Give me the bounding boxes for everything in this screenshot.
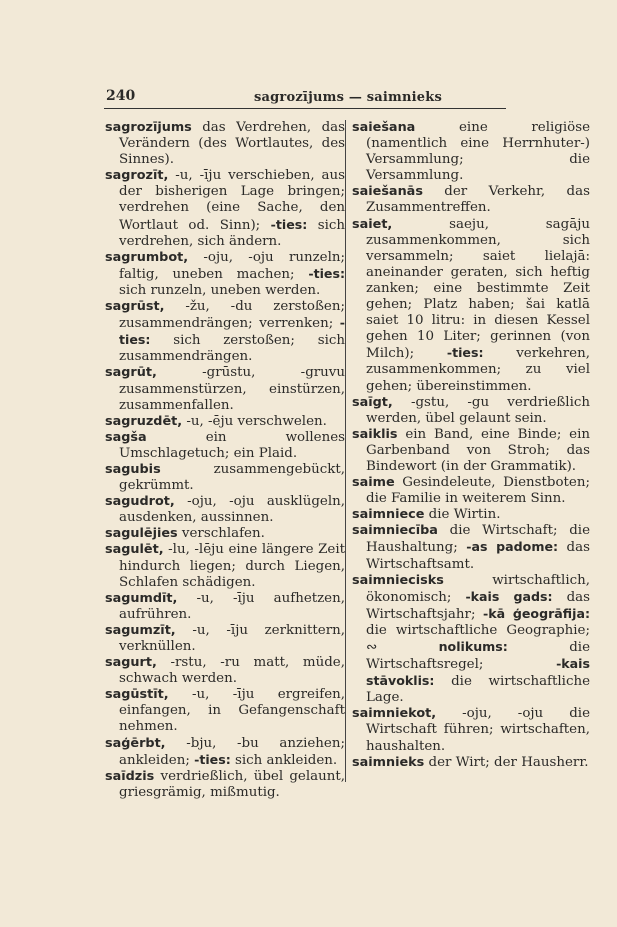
sub-headword: -ties: bbox=[194, 751, 231, 767]
dictionary-entry bbox=[105, 462, 345, 494]
dictionary-entry bbox=[352, 120, 590, 184]
definition-text: die wirtschaftliche Lage. bbox=[366, 674, 590, 706]
definition-text: -lu, -lēju eine längere Zeit hindurch liegen; durch Liegen, Schlafen schädigen. bbox=[119, 542, 345, 590]
headword: sagruzdēt, bbox=[105, 413, 183, 429]
sub-headword: nolikums: bbox=[438, 639, 508, 654]
dictionary-entry bbox=[105, 120, 345, 168]
headword: saimniecība bbox=[352, 523, 438, 539]
headword: sagūstīt, bbox=[105, 687, 169, 703]
definition-text: verdrießlich, übel gelaunt, griesgrämig, mißmutig. bbox=[119, 768, 345, 800]
dictionary-entry bbox=[352, 184, 590, 216]
definition-text: -žu, -du zerstoßen; zusammendrängen; verrenken; bbox=[119, 299, 345, 332]
sub-headword: -kā ģeogrāfija: bbox=[483, 605, 590, 621]
dictionary-entry bbox=[105, 687, 345, 735]
definition-text: wirtschaftlich, ökonomisch; bbox=[366, 572, 590, 605]
definition-text: der Wirt; der Hausherr. bbox=[424, 754, 589, 770]
sub-headword: -ties: bbox=[308, 265, 345, 281]
headword: saīgt, bbox=[352, 394, 393, 410]
sub-headword: -ties: bbox=[119, 315, 345, 348]
dictionary-entry bbox=[352, 573, 590, 707]
definition-text: die wirtschaftliche Geographie; ∾ bbox=[366, 622, 590, 655]
definition-text: eine religiöse (namentlich eine Herrnhuter-) Versammlung; die Versammlung. bbox=[366, 120, 590, 184]
dictionary-entry bbox=[105, 494, 345, 526]
dictionary-entry bbox=[352, 427, 590, 475]
headword: saimniekot, bbox=[352, 706, 437, 722]
definition-text: -oju, -oju runzeln; faltig, uneben machen; bbox=[119, 249, 345, 282]
dictionary-entry bbox=[352, 475, 590, 507]
definition-text: -u, -ēju verschwelen. bbox=[182, 413, 327, 429]
left-column bbox=[105, 120, 345, 801]
definition-text: saeju, sagāju zusammenkommen, sich versammeln; saiet lielajā: aneinander geraten, sich heftig zanken; eine bestimmte Zeit gehen; Platz haben; šai katlā saiet 10 litru: in diesen Kessel gehen 10 Liter; gerinnen (von Milch); bbox=[366, 216, 590, 362]
dictionary-entry bbox=[105, 430, 345, 462]
definition-text: sich runzeln, uneben werden. bbox=[119, 282, 321, 298]
definition-text: -u, -īju aufhetzen, aufrühren. bbox=[119, 590, 345, 622]
definition-text: -oju, -oju ausklügeln, ausdenken, aussinnen. bbox=[119, 494, 345, 526]
definition-text: verschlafen. bbox=[177, 526, 265, 542]
definition-text: -bju, -bu anziehen; ankleiden; bbox=[119, 735, 345, 768]
headword: sagrumbot, bbox=[105, 249, 189, 265]
definition-text: -gstu, -gu verdrießlich werden, übel gelaunt sein. bbox=[366, 394, 590, 426]
dictionary-entry bbox=[105, 655, 345, 687]
headword: sagulējies bbox=[105, 526, 178, 542]
headword: sagumdīt, bbox=[105, 590, 178, 606]
headword: sagša bbox=[105, 429, 147, 445]
dictionary-entry bbox=[352, 523, 590, 572]
headword: sagubis bbox=[105, 461, 161, 477]
dictionary-entry bbox=[352, 706, 590, 754]
definition-text: -rstu, -ru matt, müde, schwach werden. bbox=[119, 655, 345, 687]
definition-text: zusammengebückt, gekrümmt. bbox=[119, 461, 345, 494]
headword: saimniece bbox=[352, 507, 425, 523]
definition-text: -oju, -oju die Wirtschaft führen; wirtschaften, haushalten. bbox=[366, 706, 590, 754]
definition-text: ein wollenes Umschlagetuch; ein Plaid. bbox=[119, 429, 345, 461]
headword: saīdzis bbox=[105, 768, 155, 784]
dictionary-entry bbox=[352, 217, 590, 395]
headword: saiešanās bbox=[352, 184, 423, 200]
dictionary-entry bbox=[105, 299, 345, 365]
definition-text: die Wirtschaftsregel; bbox=[366, 640, 590, 673]
definition-text: die Wirtin. bbox=[424, 507, 501, 523]
sub-headword: -ties: bbox=[446, 345, 484, 361]
headword: sagrūst, bbox=[105, 299, 165, 315]
headword: sagudrot, bbox=[105, 494, 175, 510]
headword: sagrūt, bbox=[105, 365, 157, 381]
headword: saimnieks bbox=[352, 754, 425, 770]
dictionary-entry bbox=[105, 250, 345, 299]
headword: saime bbox=[352, 475, 395, 491]
headword: sagrozījums bbox=[105, 120, 192, 135]
dictionary-entry bbox=[352, 507, 590, 523]
sub-headword: -kais gads: bbox=[465, 588, 553, 604]
definition-text: verkehren, zusammenkommen; zu viel gehen; übereinstimmen. bbox=[366, 346, 590, 394]
dictionary-entry bbox=[105, 591, 345, 623]
dictionary-entry bbox=[105, 769, 345, 801]
running-head: sagrozījums — saimnieks bbox=[254, 90, 442, 105]
dictionary-entry bbox=[105, 168, 345, 249]
definition-text: -u, -īju verschieben, aus der bisherigen Lage bringen; verdrehen (eine Sache, den Wortlaut od. Sinn); bbox=[119, 168, 345, 233]
headword: sagurt, bbox=[105, 655, 157, 671]
definition-text: das Wirtschaftsamt. bbox=[366, 540, 590, 572]
dictionary-entry bbox=[105, 414, 345, 430]
dictionary-entry bbox=[105, 623, 345, 655]
sub-headword: -ties: bbox=[270, 216, 308, 232]
definition-text: die Wirtschaft; die Haushaltung; bbox=[366, 523, 590, 556]
definition-text: -u, -īju ergreifen, einfangen, in Gefangenschaft nehmen. bbox=[119, 687, 345, 735]
definition-text: der Verkehr, das Zusammentreffen. bbox=[366, 184, 590, 216]
definition-text: Gesindeleute, Dienstboten; die Familie in weiterem Sinn. bbox=[366, 475, 590, 507]
dictionary-entry bbox=[352, 755, 590, 771]
sub-headword: -kais stāvoklis: bbox=[366, 656, 590, 689]
right-column bbox=[352, 120, 590, 771]
dictionary-entry bbox=[105, 736, 345, 769]
headword: saģērbt, bbox=[105, 735, 166, 751]
column-divider bbox=[345, 120, 346, 782]
headword: sagrozīt, bbox=[105, 168, 169, 184]
page-header bbox=[104, 86, 506, 109]
definition-text: sich ankleiden. bbox=[230, 752, 338, 768]
definition-text: sich zerstoßen; sich zusammendrängen. bbox=[119, 333, 345, 365]
headword: saimniecisks bbox=[352, 572, 444, 588]
headword: saiklis bbox=[352, 426, 398, 442]
headword: saiešana bbox=[352, 120, 416, 135]
definition-text: -u, -īju zerknittern, verknüllen. bbox=[119, 622, 345, 654]
definition-text: das Wirtschaftsjahr; bbox=[366, 589, 591, 622]
page-number: 240 bbox=[106, 88, 136, 104]
definition-text: sich verdrehen, sich ändern. bbox=[119, 217, 345, 249]
definition-text: ein Band, eine Binde; ein Garbenband von Stroh; das Bindewort (in der Grammatik). bbox=[366, 426, 590, 474]
dictionary-entry bbox=[352, 395, 590, 427]
sub-headword: -as padome: bbox=[466, 539, 559, 555]
headword: sagumzīt, bbox=[105, 622, 176, 638]
dictionary-entry bbox=[105, 526, 345, 542]
definition-text: -grūstu, -gruvu zusammenstürzen, einstürzen, zusammenfallen. bbox=[119, 365, 345, 413]
dictionary-entry bbox=[105, 542, 345, 590]
dictionary-entry bbox=[105, 365, 345, 413]
headword: saiet, bbox=[352, 216, 393, 232]
headword: sagulēt, bbox=[105, 542, 164, 558]
definition-text: das Verdrehen, das Verändern (des Wortlautes, des Sinnes). bbox=[119, 120, 345, 168]
